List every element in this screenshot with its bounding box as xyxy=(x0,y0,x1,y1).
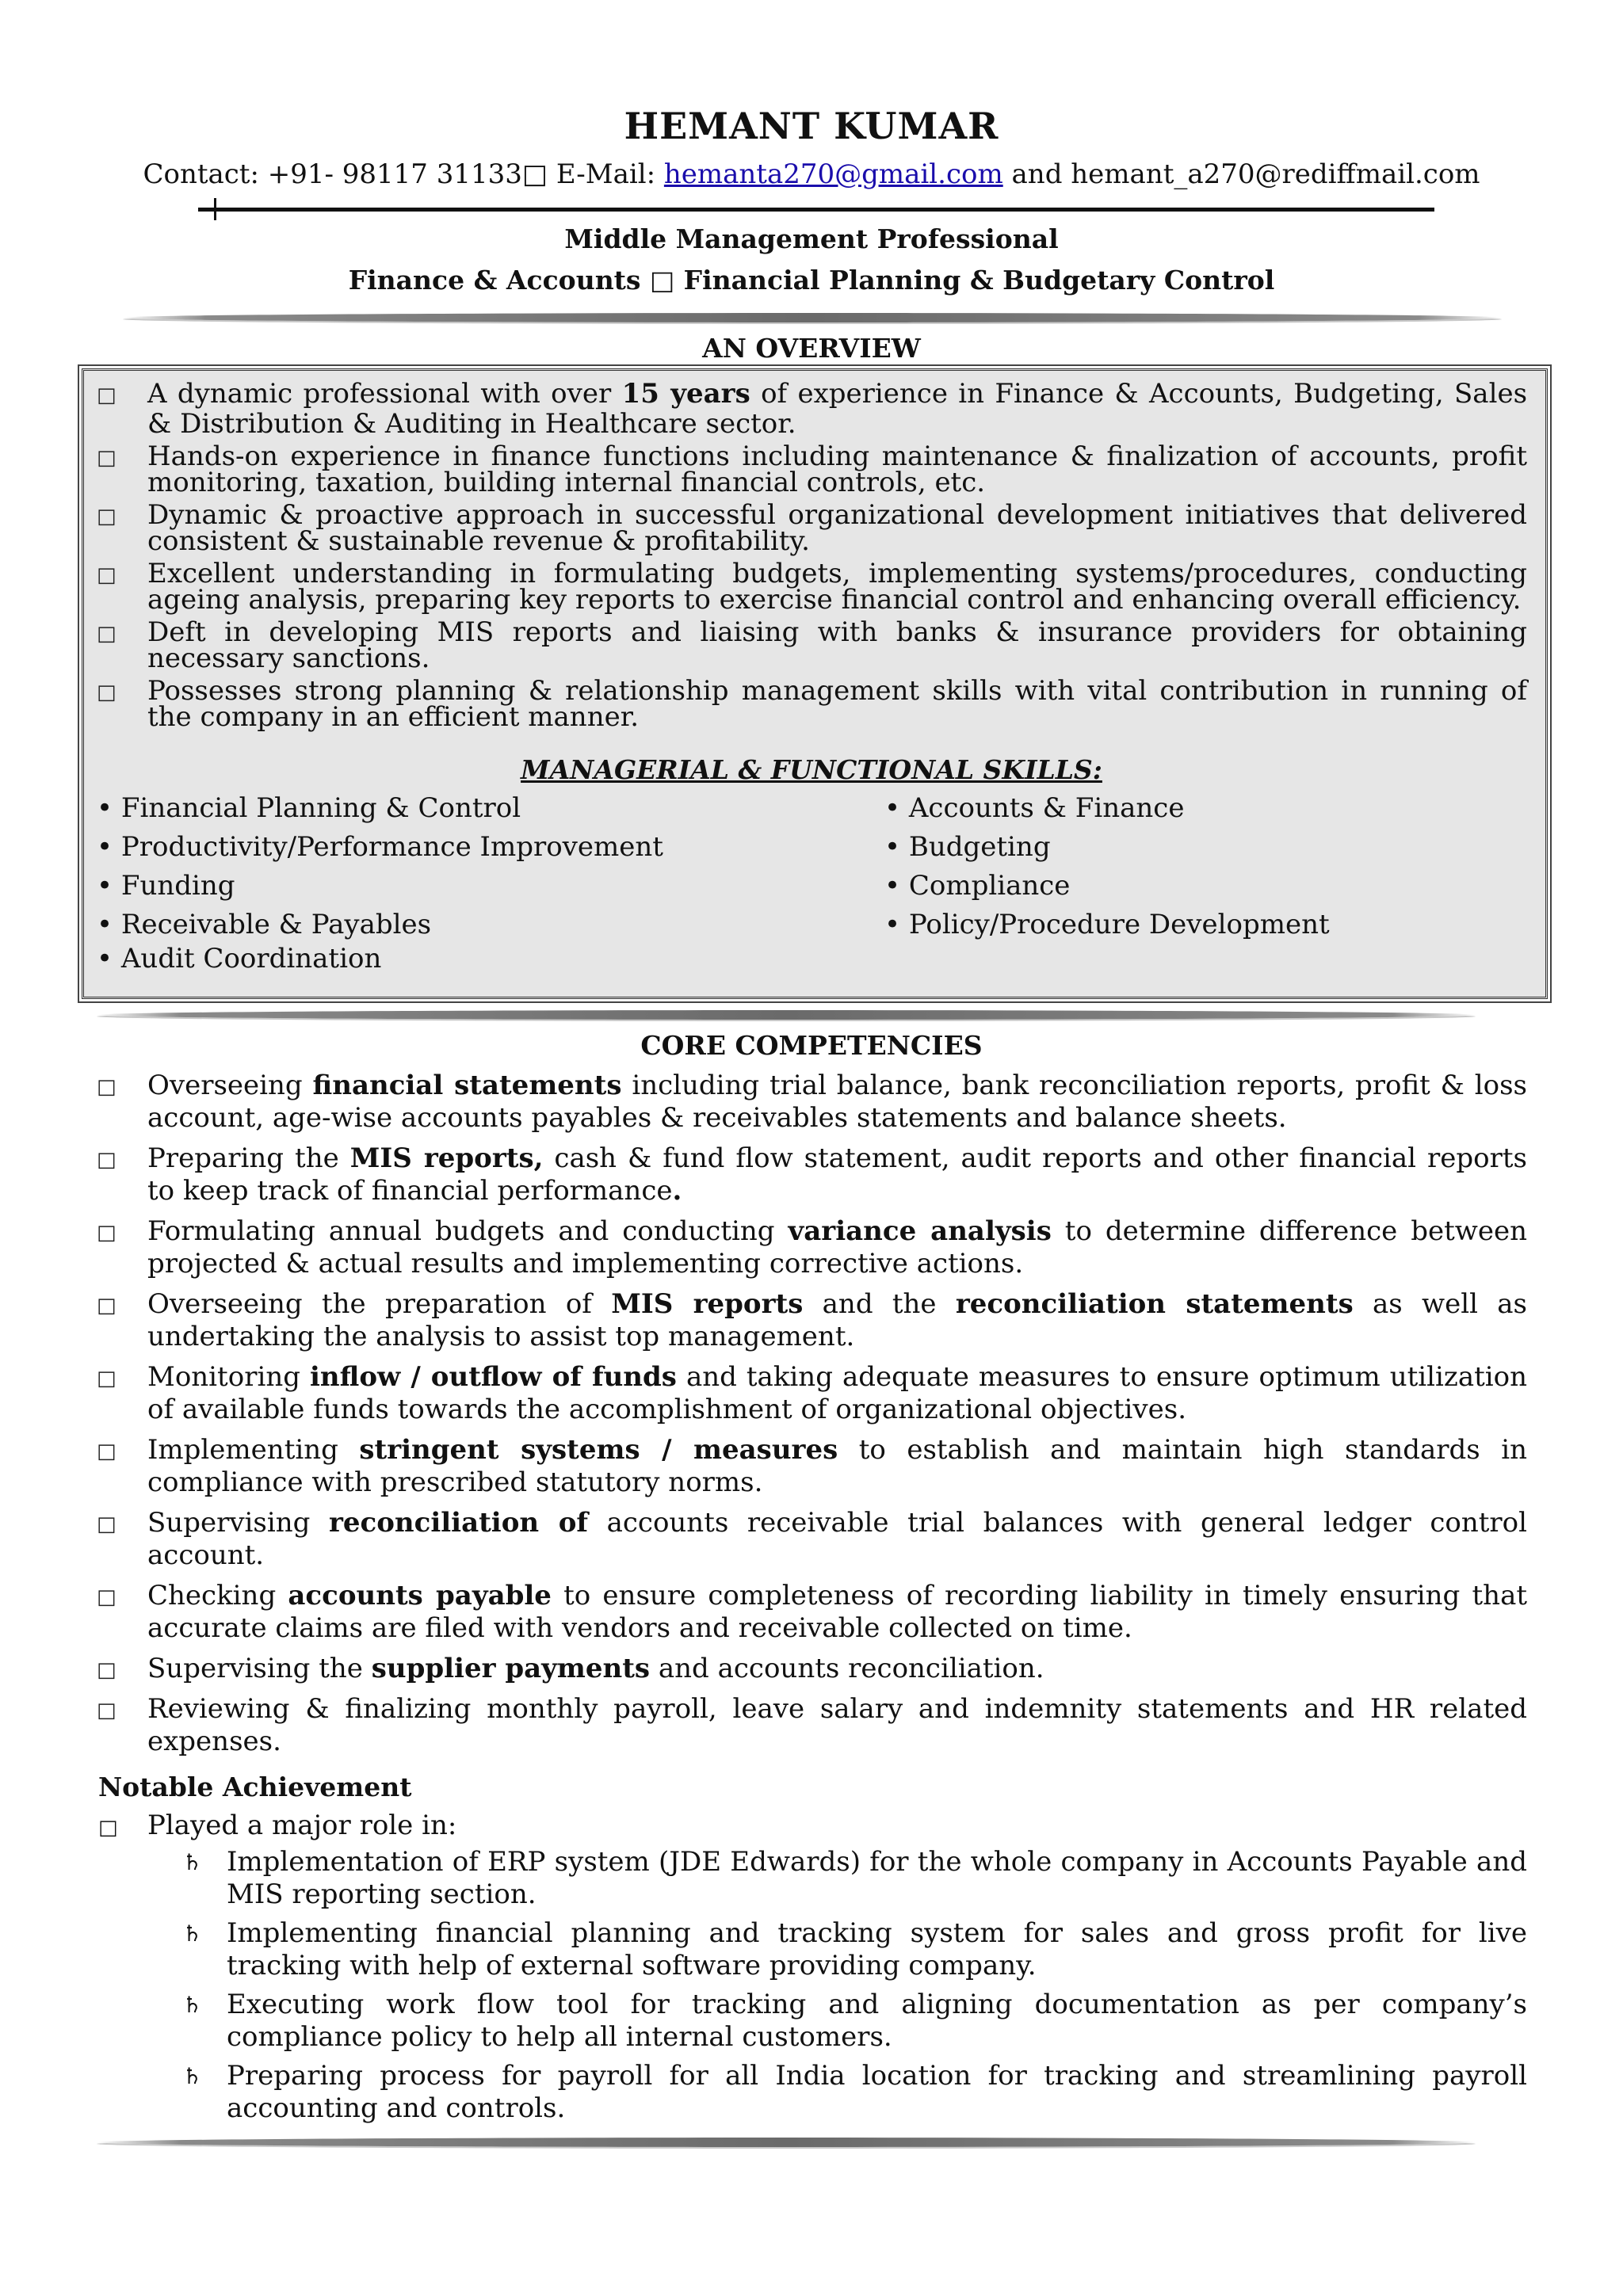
overview-text: Excellent understanding in formulating budgets, implementing systems/procedures, conducting ageing analysis, preparing key reports to exercise financial control and enhancing overall efficiency. xyxy=(147,558,1527,616)
core-text: accounts receivable trial balances with general ledger control account. xyxy=(147,1507,1527,1571)
core-bold: MIS reports xyxy=(611,1288,804,1320)
contact-and: and xyxy=(1002,158,1071,190)
overview-text: A dynamic professional with over xyxy=(147,378,622,410)
core-bold: inflow / outflow of funds xyxy=(310,1361,677,1393)
overview-text: Dynamic & proactive approach in successful organizational development initiatives that delivered consistent & sustainable revenue & profitability. xyxy=(147,499,1527,557)
core-text: and accounts reconciliation. xyxy=(650,1653,1044,1684)
core-bold: reconciliation statements xyxy=(955,1288,1354,1320)
bullet-icon: □ xyxy=(97,1367,116,1390)
contact-phone: Contact: +91- 98117 31133□ E-Mail: xyxy=(143,158,664,190)
core-bold: reconciliation of xyxy=(328,1507,589,1539)
bullet-icon: □ xyxy=(97,1585,116,1609)
bullet-icon: □ xyxy=(97,1221,116,1245)
overview-years: 15 years xyxy=(621,378,750,410)
divider-swoosh xyxy=(123,313,1502,322)
bullet-icon: □ xyxy=(97,563,116,587)
list-item xyxy=(97,1361,1527,1426)
overview-text: Possesses strong planning & relationship management skills with vital contribution in running of the company in an efficient manner. xyxy=(147,675,1527,733)
overview-heading: AN OVERVIEW xyxy=(702,333,921,364)
core-text: and the xyxy=(803,1288,956,1320)
list-item xyxy=(97,499,1527,557)
bullet-icon: □ xyxy=(97,1699,116,1722)
list-item xyxy=(97,675,1527,733)
header-divider xyxy=(198,208,1434,212)
core-text: Supervising xyxy=(147,1507,329,1539)
core-text: Preparing the xyxy=(147,1142,350,1174)
skill-item: • Receivable & Payables xyxy=(97,909,432,940)
core-text: including trial balance, bank reconciliation reports, profit & loss account, age-wise accounts payables & receivables statements and balance sheets. xyxy=(147,1070,1527,1134)
skills-heading: MANAGERIAL & FUNCTIONAL SKILLS: xyxy=(521,754,1102,785)
core-bold: variance analysis xyxy=(788,1215,1052,1247)
candidate-name: HEMANT KUMAR xyxy=(624,105,999,147)
list-item xyxy=(97,1693,1527,1758)
list-item xyxy=(97,1434,1527,1499)
achievement-text: Preparing process for payroll for all India location for tracking and streamlining payroll accounting and controls. xyxy=(227,2060,1527,2124)
sub-bullet-icon: ♄ xyxy=(182,1992,203,2018)
core-text: cash & fund flow statement, audit reports and other financial reports to keep track of financial performance xyxy=(147,1142,1528,1207)
bullet-icon: □ xyxy=(97,1294,116,1318)
list-item xyxy=(182,2060,1527,2125)
bullet-icon: □ xyxy=(97,446,116,470)
core-text: to ensure completeness of recording liability in timely ensuring that accurate claims are filed with vendors and receivable collected on time. xyxy=(147,1580,1528,1644)
bullet-icon: □ xyxy=(97,1148,116,1172)
divider-swoosh xyxy=(97,2138,1476,2147)
bullet-icon: □ xyxy=(97,681,116,704)
skill-item: • Policy/Procedure Development xyxy=(884,909,1330,940)
core-bold: stringent systems / measures xyxy=(359,1434,838,1466)
skill-item: • Productivity/Performance Improvement xyxy=(97,831,663,863)
core-bold: MIS reports, xyxy=(349,1142,544,1174)
list-item xyxy=(97,1142,1527,1207)
list-item xyxy=(97,616,1527,674)
core-text: to determine difference between projected & actual results and implementing corrective actions. xyxy=(147,1215,1528,1280)
bullet-icon: □ xyxy=(97,1512,116,1536)
email-secondary: hemant_a270@rediffmail.com xyxy=(1071,158,1480,190)
overview-text: Hands-on experience in finance functions including maintenance & finalization of accounts, profit monitoring, taxation, building internal financial controls, etc. xyxy=(147,441,1527,498)
list-item xyxy=(97,441,1527,498)
header-divider-tick xyxy=(214,198,216,220)
core-text: Formulating annual budgets and conducting xyxy=(147,1215,789,1247)
core-text: Reviewing & finalizing monthly payroll, leave salary and indemnity statements and HR related expenses. xyxy=(147,1693,1527,1757)
bullet-icon: □ xyxy=(97,383,116,407)
skill-item: • Funding xyxy=(97,870,235,902)
bullet-icon: □ xyxy=(97,1440,116,1463)
role-title: Middle Management Professional xyxy=(564,223,1059,254)
bullet-icon: □ xyxy=(97,505,116,528)
divider-swoosh xyxy=(97,1010,1476,1020)
list-item xyxy=(97,1507,1527,1572)
list-item xyxy=(97,1288,1527,1353)
list-item xyxy=(97,1215,1527,1280)
achievement-text: Implementing financial planning and tracking system for sales and gross profit for live tracking with help of external software providing company. xyxy=(227,1917,1527,1981)
list-item xyxy=(97,558,1527,616)
overview-list xyxy=(97,378,1528,733)
achievement-heading: Notable Achievement xyxy=(98,1772,412,1802)
achievement-text: Implementation of ERP system (JDE Edwards) for the whole company in Accounts Payable and MIS reporting section. xyxy=(227,1846,1527,1910)
achievement-intro-text: Played a major role in: xyxy=(147,1810,457,1841)
list-item xyxy=(182,1917,1527,1982)
core-text: and taking adequate measures to ensure optimum utilization of available funds towards the accomplishment of organizational objectives. xyxy=(147,1361,1527,1425)
email-link-primary[interactable]: hemanta270@gmail.com xyxy=(663,158,1003,190)
bullet-icon: □ xyxy=(97,1658,116,1682)
role-subtitle: Finance & Accounts □ Financial Planning & Budgetary Control xyxy=(348,265,1275,296)
list-item xyxy=(182,1989,1527,2054)
core-bold: financial statements xyxy=(312,1070,622,1101)
bullet-icon: □ xyxy=(98,1816,118,1840)
achievement-list xyxy=(182,1846,1527,2131)
list-item xyxy=(182,1846,1527,1911)
core-list xyxy=(97,1070,1527,1766)
sub-bullet-icon: ♄ xyxy=(182,1920,203,1947)
contact-line xyxy=(0,158,1623,190)
overview-text: of experience in Finance & Accounts, Budgeting, Sales & Distribution & Auditing in Healthcare sector. xyxy=(147,378,1528,440)
achievement-intro xyxy=(98,1810,456,1841)
list-item xyxy=(97,379,1527,439)
bullet-icon: □ xyxy=(97,1075,116,1099)
core-heading: CORE COMPETENCIES xyxy=(640,1030,983,1061)
core-text: to establish and maintain high standards in compliance with prescribed statutory norms. xyxy=(147,1434,1527,1498)
list-item xyxy=(97,1580,1527,1645)
skill-item: • Financial Planning & Control xyxy=(97,792,521,824)
skill-item: • Audit Coordination xyxy=(97,943,382,974)
skill-item: • Budgeting xyxy=(884,831,1051,863)
core-text: Supervising the xyxy=(147,1653,372,1684)
core-text: Implementing xyxy=(147,1434,360,1466)
bullet-icon: □ xyxy=(97,622,116,646)
core-text: Overseeing xyxy=(147,1070,313,1101)
list-item xyxy=(97,1070,1527,1135)
core-text: Monitoring xyxy=(147,1361,310,1393)
skill-item: • Accounts & Finance xyxy=(884,792,1185,824)
core-text: as well as undertaking the analysis to assist top management. xyxy=(147,1288,1528,1352)
core-bold: accounts payable xyxy=(288,1580,552,1611)
core-bold: . xyxy=(672,1175,682,1207)
overview-text: Deft in developing MIS reports and liaising with banks & insurance providers for obtaining necessary sanctions. xyxy=(147,616,1527,674)
sub-bullet-icon: ♄ xyxy=(182,2063,203,2089)
achievement-text: Executing work flow tool for tracking and aligning documentation as per company’s compliance policy to help all internal customers. xyxy=(227,1989,1527,2053)
list-item xyxy=(97,1653,1527,1685)
core-text: Checking xyxy=(147,1580,288,1611)
core-bold: supplier payments xyxy=(371,1653,651,1684)
core-text: Overseeing the preparation of xyxy=(147,1288,612,1320)
sub-bullet-icon: ♄ xyxy=(182,1849,203,1875)
skill-item: • Compliance xyxy=(884,870,1071,902)
